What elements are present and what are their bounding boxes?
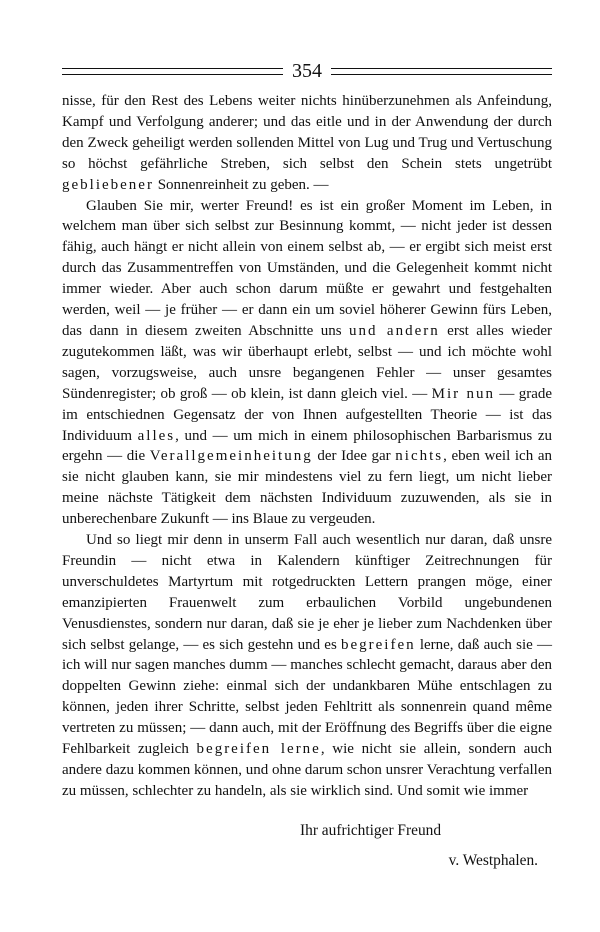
header-rule-right — [331, 68, 552, 75]
spaced-emphasis: und andern — [348, 322, 440, 339]
text-segment: — grade im entschiednen Gegensatz der von Ihnen aufgestellten Theorie — ist das Individuum — [62, 385, 553, 444]
text-segment: lerne, daß auch sie — ich will nur sagen manches dumm — manches schlecht gemacht, daraus aber den doppelten Gewinn ziehe: einmal sich der undankbaren Mühe entschlagen zu können, jeden ihrer Schritte, selbst jeden Fehltritt als sonnenrein quand même vertreten zu müssen; — dann auch, mit der Eröffnung des Begriffs über die eigne Fehlbarkeit zugleich — [62, 636, 552, 758]
text-segment: , und — um mich in einem philosophischen Barbarismus zu ergehn — die — [62, 427, 553, 465]
text-segment: der Idee gar — [312, 448, 396, 465]
spaced-emphasis: Verallgemeinheitung — [149, 448, 313, 465]
text-segment: Sonnenreinheit zu geben. — — [153, 176, 329, 193]
spaced-emphasis: nichts — [395, 448, 444, 465]
spaced-emphasis: alles — [137, 427, 176, 444]
text-segment: Und so liegt mir denn in unserm Fall auch wesentlich nur daran, daß unsre Freundin — nicht etwa in Kalendern künftiger Zeitrechnungen für unverschuldetes Martyrtum mit rotgedruckten Lettern prangen möge, einer emanzipierten Frauenwelt zum erbaulichen Vorbild ungebundenen Venusdienstes, sondern nur daran, daß sie je eher je lieber zum Nachdenken über sich selbst gelange, — es sich gestehn und es — [62, 532, 552, 653]
spaced-emphasis: begreifen lerne — [196, 741, 321, 758]
spaced-emphasis: begreifen — [340, 636, 416, 653]
text-segment: nisse, für den Rest des Lebens weiter nichts hinüberzunehmen als Anfeindung, Kampf und Verfolgung anderer; und das eitle und in der Anwendung der durch den Zweck geheiligt werden sollenden Mittel von Lug und Trug und Vertuschung so höchst gefährliche Streben, sich selbst den Schein stets ungetrübt — [62, 93, 552, 172]
body-text — [62, 91, 552, 802]
text-segment: , eben weil ich an sie nicht glauben kann, sie mir mindestens viel zu fern liegt, um nicht lieber meine nächste Tätigkeit dem nächsten Individuum zuzuwenden, als sie in unberechenbare Zukunft — ins Blaue zu vergeuden. — [62, 448, 552, 528]
paragraph-2 — [62, 196, 552, 531]
spaced-emphasis: Mir nun — [431, 385, 495, 402]
header-rule-left — [62, 68, 283, 75]
signature: v. Westphalen. — [448, 852, 538, 869]
letter-closing: Ihr aufrichtiger Freund — [300, 822, 442, 839]
text-segment: Glauben Sie mir, werter Freund! es ist ein großer Moment im Leben, in welchem man über sich selbst zur Besinnung kommt, — nicht jeder ist dessen fähig, auch hängt er nicht allein von einem selbst ab, — er ergibt sich meist erst durch das Zusammentreffen von Umständen, und die Gelegenheit kommt nicht immer wieder. Aber auch schon darum müßte er gewahrt und festgehalten werden, weil — je früher — er dann ein um soviel höherer Gewinn fürs Leben, das dann in diesem zweiten Abschnitte uns — [62, 197, 552, 339]
paragraph-1 — [62, 91, 552, 196]
paragraph-3 — [62, 530, 552, 802]
spaced-emphasis: gebliebener — [62, 176, 154, 193]
page-header — [62, 56, 552, 86]
text-segment: , wie nicht sie allein, sondern auch andere dazu kommen können, und ohne darum schon unsrer Verachtung verfallen zu müssen, schlechter zu handeln, als sie wirklich sind. Und somit wie immer — [62, 741, 552, 799]
text-segment: erst alles wieder zugutekommen läßt, was wir überhaupt erlebt, selbst — und ich möchte wohl sagen, vorzugsweise, auch unsre begangenen Fehler — unser gesamtes Sündenregister; ob groß — ob klein, ist dann gleich viel. — — [62, 322, 552, 402]
page-number: 354 — [292, 60, 322, 82]
